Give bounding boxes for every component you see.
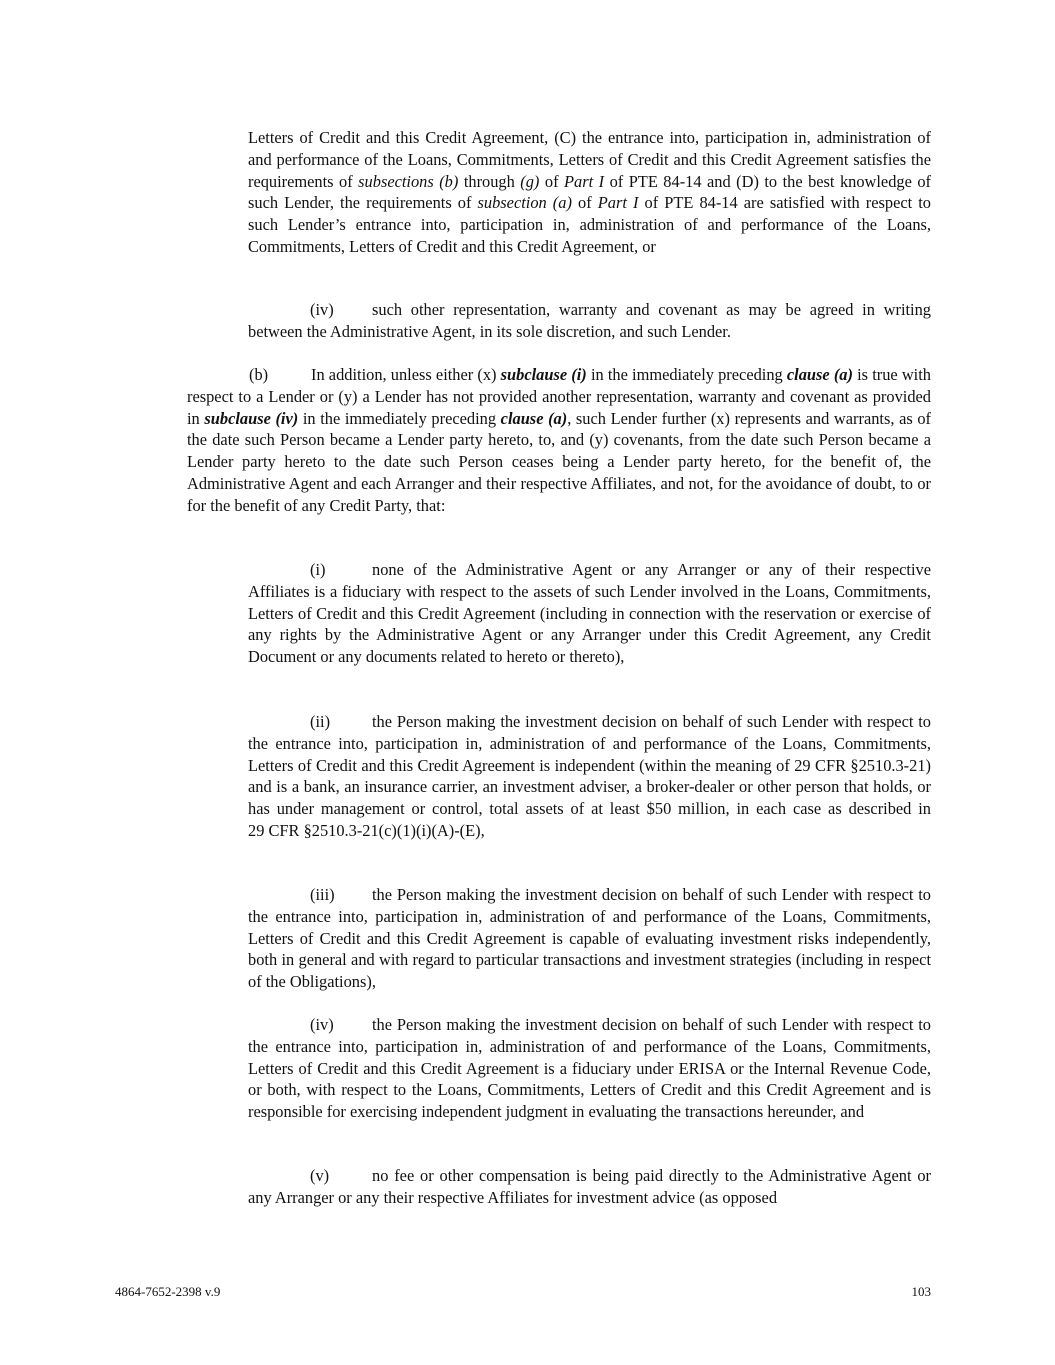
text-run: Letters of Credit and this Credit Agreement, (C) the entrance into, participation in, administration of and performance of the Loans, Commitments, Letters of Credit and this Credit Agreement satisfies the requirements of <box>248 128 931 191</box>
paragraph-b <box>187 364 931 517</box>
italic-ref: subsection (a) <box>477 193 572 213</box>
clause-number: (iv) <box>310 300 334 319</box>
italic-ref: (g) <box>520 171 540 191</box>
paragraph-b-iv <box>248 1014 931 1123</box>
paragraph-b-v <box>248 1165 931 1209</box>
clause-number: (ii) <box>310 712 331 731</box>
text-run: of PTE 84-14 and (D) to the best knowledge of such Lender, the requirements of <box>248 171 932 213</box>
clause-text: none of the Administrative Agent or any Arranger or any of their respective Affiliates is a fiduciary with respect to the assets of such Lender involved in the Loans, Commitments, Letters of Credit and this Credit Agreement (including in connection with the reservation or exercise of any rights by the Administrative Agent or any Arranger under this Credit Agreement, any Credit Document or any documents related to hereto or thereto), <box>248 560 931 667</box>
bold-italic-ref: clause (a) <box>500 408 568 428</box>
italic-ref: Part I <box>597 193 639 213</box>
document-id: 4864-7652-2398 v.9 <box>115 1284 221 1299</box>
clause-text: such other representation, warranty and covenant as may be agreed in writing between the Administrative Agent, in its sole discretion, and such Lender. <box>248 300 931 341</box>
clause-text: the Person making the investment decision on behalf of such Lender with respect to the entrance into, participation in, administration of and performance of the Loans, Commitments, Letters of Credit and this Credit Agreement is a fiduciary under ERISA or the Internal Revenue Code, or both, with respect to the Loans, Commitments, Letters of Credit and this Credit Agreement and is responsible for exercising independent judgment in evaluating the transactions hereunder, and <box>248 1015 931 1122</box>
clause-number: (i) <box>310 560 326 579</box>
text-run: in the immediately preceding <box>298 408 501 428</box>
paragraph-b-i <box>248 559 931 668</box>
text-run: , such Lender further (x) represents and warrants, as of the date such Person became a Lender party hereto, to, and (y) covenants, from the date such Person became a Lender party hereto to the date such Person ceases being a Lender party hereto, for the benefit of, the Administrative Agent and each Arranger and their respective Affiliates, and not, for the avoidance of doubt, to or for the benefit of any Credit Party, that: <box>187 408 931 515</box>
italic-ref: Part I <box>564 171 605 191</box>
italic-ref: subsections (b) <box>358 171 459 191</box>
text-run: in the immediately preceding <box>586 365 787 384</box>
paragraph-a-iii-continued <box>248 127 931 258</box>
bold-italic-ref: subclause (i) <box>500 365 587 384</box>
text-run: is true with respect to a Lender or (y) a Lender has not provided another representation, warranty and covenant as provided in <box>187 365 931 428</box>
text-run: through <box>458 171 521 191</box>
bold-italic-ref: subclause (iv) <box>204 408 299 428</box>
clause-text: no fee or other compensation is being paid directly to the Administrative Agent or any Arranger or any their respective Affiliates for investment advice (as opposed <box>248 1166 931 1207</box>
clause-number: (iv) <box>310 1015 334 1034</box>
clause-number: (v) <box>310 1166 330 1185</box>
clause-text: the Person making the investment decision on behalf of such Lender with respect to the entrance into, participation in, administration of and performance of the Loans, Commitments, Letters of Credit and this Credit Agreement is independent (within the meaning of 29 CFR §2510.3-21) and is a bank, an insurance carrier, an investment adviser, a broker-dealer or other person that holds, or has under management or control, total assets of at least $50 million, in each case as described in 29 CFR §2510.3-21(c)(1)(i)(A)-(E), <box>248 712 931 840</box>
text-run: of PTE 84-14 are satisfied with respect to such Lender’s entrance into, participation in, administration of and performance of the Loans, Commitments, Letters of Credit and this Credit Agreement, or <box>248 193 932 256</box>
text-run: In addition, unless either (x) <box>311 365 501 384</box>
clause-text: the Person making the investment decision on behalf of such Lender with respect to the entrance into, participation in, administration of and performance of the Loans, Commitments, Letters of Credit and this Credit Agreement is capable of evaluating investment risks independently, both in general and with regard to particular transactions and investment strategies (including in respect of the Obligations), <box>248 885 931 992</box>
paragraph-b-iii <box>248 884 931 993</box>
clause-number: (iii) <box>310 885 335 904</box>
paragraph-a-iv <box>248 299 931 343</box>
bold-italic-ref: clause (a) <box>786 365 853 384</box>
text-run: of <box>539 171 565 191</box>
clause-number: (b) <box>249 365 269 384</box>
page-number: 103 <box>911 1284 931 1299</box>
text-run: of <box>571 193 598 213</box>
paragraph-b-ii <box>248 711 931 842</box>
